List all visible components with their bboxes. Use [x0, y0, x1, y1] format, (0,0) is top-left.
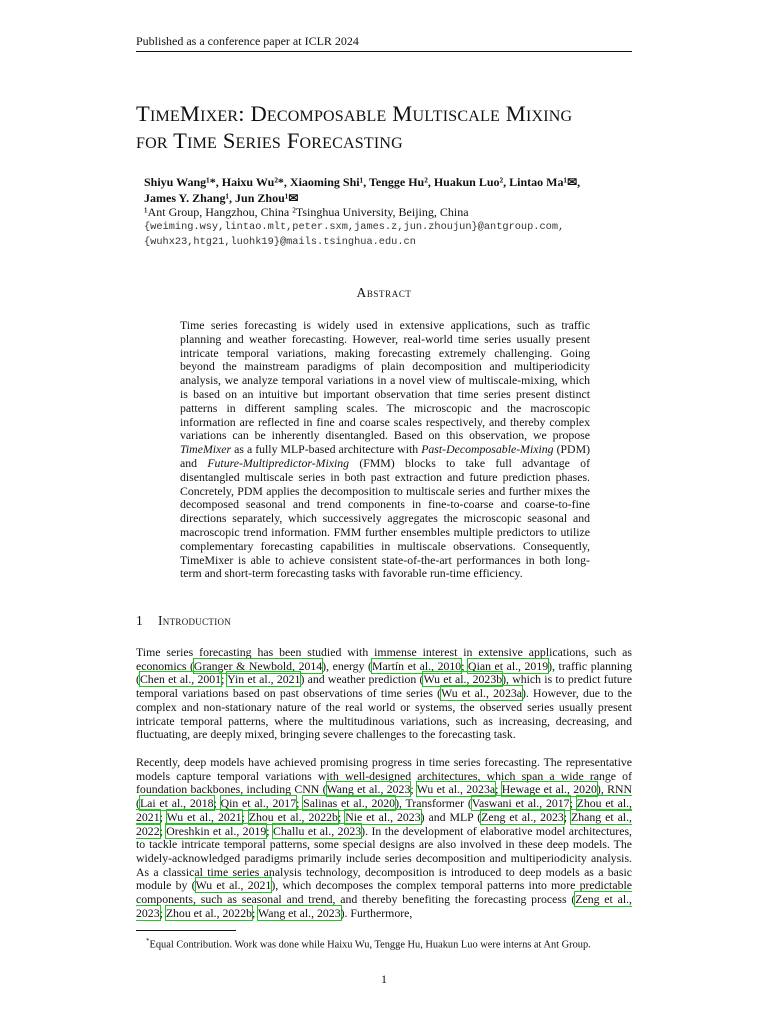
text: ; — [252, 905, 259, 920]
running-header: Published as a conference paper at ICLR 2024 — [136, 34, 359, 48]
citation-link[interactable]: Zeng et al., 2023 — [481, 809, 564, 824]
citation-link[interactable]: Wang et al., 2023 — [258, 905, 341, 920]
email-line-2: {wuhx23,htg21,luohk19}@mails.tsinghua.edu.cn — [144, 236, 416, 248]
text: ; — [159, 823, 167, 838]
citation-link[interactable]: Wu et al., 2023b — [423, 672, 503, 687]
intro-paragraph-2 — [136, 756, 632, 920]
abstract-term-timemixer: TimeMixer — [180, 442, 232, 457]
abstract-text-4: (FMM) blocks to take full advantage of disentangled multiscale series in both past extraction and future prediction phases. Concretely, PDM applies the decomposition to multiscale series and further mixes the decomposed seasonal and trend components in fine-to-coarse and coarse-to-fine directions separately, which successively aggregates the microscopic seasonal and macroscopic trend information. FMM further ensembles multiple predictors to utilize complementary forecasting capabilities in multiscale observations. Consequently, TimeMixer is able to achieve consistent state-of-the-art performances in both long-term and short-term forecasting tasks with favorable run-time efficiency. — [180, 455, 590, 581]
abstract-heading: Abstract — [356, 285, 412, 300]
text: ), energy ( — [322, 658, 372, 673]
footnote-rule — [136, 930, 236, 931]
text: Recently, deep models have achieved promising progress in time series forecasting. The representative models capture temporal variations with well-designed architectures, which span a wide range of foundation backbones, including CNN ( — [136, 755, 632, 797]
page-number: 1 — [381, 972, 387, 986]
citation-link[interactable]: Zeng et al., 2023 — [136, 892, 632, 920]
text: ) and MLP ( — [420, 809, 482, 824]
text: ). However, due to the complex and non-stationary nature of the real world or systems, the observed series usually present intricate temporal patterns, where the multitudinous variations, such as increasing, decreasing, and fluctuating, are deeply mixed, bringing severe challenges to the forecasting task. — [136, 686, 632, 742]
citation-link[interactable]: Zhou et al., 2022b — [248, 809, 338, 824]
citation-link[interactable]: Qin et al., 2017 — [220, 796, 297, 811]
text: ; — [495, 782, 502, 797]
text: ; — [337, 809, 346, 824]
abstract-body — [180, 319, 590, 581]
title-line-1: TimeMixer: Decomposable Multiscale Mixing — [136, 101, 573, 126]
author-line-2: James Y. Zhang¹, Jun Zhou¹✉ — [144, 191, 299, 205]
citation-link[interactable]: Salinas et al., 2020 — [303, 796, 396, 811]
citation-link[interactable]: Wu et al., 2021 — [166, 809, 242, 824]
citation-link[interactable]: Challu et al., 2023 — [272, 823, 362, 838]
text: ; — [221, 672, 228, 687]
email-line-1: {weiming.wsy,lintao.mlt,peter.sxm,james.z,jun.zhoujun}@antgroup.com, — [144, 221, 565, 233]
text: ; — [241, 809, 249, 824]
text: Time series forecasting has been studied with immense interest in extensive applications, such as economics ( — [136, 645, 632, 673]
citation-link[interactable]: Hewage et al., 2020 — [501, 782, 597, 797]
text: ; — [266, 823, 273, 838]
text: ; — [159, 905, 166, 920]
citation-link[interactable]: Zhang et al., 2022 — [136, 809, 632, 838]
author-list — [144, 174, 624, 206]
text: ), which is to predict future temporal variations based on past observations of time series ( — [136, 672, 632, 701]
citation-link[interactable]: Zhou et al., 2022b — [165, 905, 252, 920]
paper-title — [136, 100, 696, 154]
section-title: Introduction — [158, 613, 232, 628]
citation-link[interactable]: Wu et al., 2021 — [195, 878, 272, 893]
abstract-text-3: (PDM) and — [180, 442, 590, 470]
text: ). In the development of elaborative model architectures, to tackle intricate temporal patterns, some special designs are also involved in these deep models. The widely-acknowledged paradigms primarily include series decomposition and multiperiodicity analysis. As a classical time series analysis technology, decomposition is introduced to deep models as a basic module by ( — [136, 823, 632, 893]
citation-link[interactable]: Martín et al., 2010 — [371, 658, 462, 673]
footnote-mark: * — [146, 937, 150, 945]
abstract-text-2: as a fully MLP-based architecture with — [231, 442, 422, 457]
citation-link[interactable]: Oreshkin et al., 2019 — [166, 823, 267, 838]
intro-paragraph-1 — [136, 646, 632, 742]
abstract-text-1: Time series forecasting is widely used in extensive applications, such as traffic planning and weather forecasting. However, real-world time series usually present intricate temporal variations, making forecasting extremely challenging. Going beyond the mainstream paradigms of plain decomposition and multiperiodicity analysis, we analyze temporal variations in a novel view of multiscale-mixing, which is based on an intuitive but important observation that time series present distinct patterns in different sampling scales. The microscopic and the macroscopic information are reflected in fine and coarse scales respectively, and thereby complex variations can be inherently disentangled. Based on this observation, we propose — [180, 318, 590, 443]
footnote — [146, 935, 632, 951]
text: ; — [569, 796, 577, 811]
author-line-1: Shiyu Wang¹*, Haixu Wu²*, Xiaoming Shi¹, Tengge Hu², Huakun Luo², Lintao Ma¹✉, — [144, 175, 581, 189]
abstract-term-pdm: Past-Decomposable-Mixing — [421, 442, 554, 457]
text: ), Transformer ( — [395, 796, 472, 811]
abstract-paragraph — [180, 319, 590, 581]
affiliations — [144, 205, 624, 250]
citation-link[interactable]: Yin et al., 2021 — [227, 672, 301, 687]
citation-link[interactable]: Nie et al., 2023 — [345, 809, 421, 824]
citation-link[interactable]: Granger & Newbold, 2014 — [193, 658, 323, 673]
citation-link[interactable]: Qian et al., 2019 — [468, 658, 549, 673]
text: ), RNN ( — [136, 782, 633, 811]
text: ), traffic planning ( — [136, 658, 632, 687]
text: ) and weather prediction ( — [300, 672, 424, 687]
title-line-2: for Time Series Forecasting — [136, 128, 403, 153]
citation-link[interactable]: Vaswani et al., 2017 — [471, 796, 570, 811]
affiliation-line: ¹Ant Group, Hangzhou, China ²Tsinghua University, Beijing, China — [144, 205, 469, 219]
text: ; — [461, 658, 469, 673]
header-rule — [136, 51, 632, 52]
footnote-text: Equal Contribution. Work was done while Haixu Wu, Tengge Hu, Huakun Luo were interns at Ant Group. — [149, 939, 591, 951]
citation-link[interactable]: Lai et al., 2018 — [139, 796, 214, 811]
section-heading-introduction — [136, 613, 231, 629]
section-number: 1 — [136, 613, 144, 628]
text: ; — [296, 796, 304, 811]
text: ), which decomposes the complex temporal patterns into more predictable components, such as seasonal and trend, and thereby benefiting the forecasting process ( — [136, 878, 632, 907]
citation-link[interactable]: Chen et al., 2001 — [139, 672, 222, 687]
citation-link[interactable]: Zhou et al., 2021 — [136, 796, 633, 824]
abstract-term-fmm: Future-Multipredictor-Mixing — [207, 455, 350, 470]
citation-link[interactable]: Wu et al., 2023a — [441, 686, 522, 701]
text: ; — [159, 809, 167, 824]
text: ). Furthermore, — [340, 905, 413, 920]
text: ; — [563, 809, 572, 824]
text: ; — [410, 782, 417, 797]
text: ; — [213, 796, 221, 811]
citation-link[interactable]: Wang et al., 2023 — [326, 782, 411, 797]
citation-link[interactable]: Wu et al., 2023a — [416, 782, 496, 797]
